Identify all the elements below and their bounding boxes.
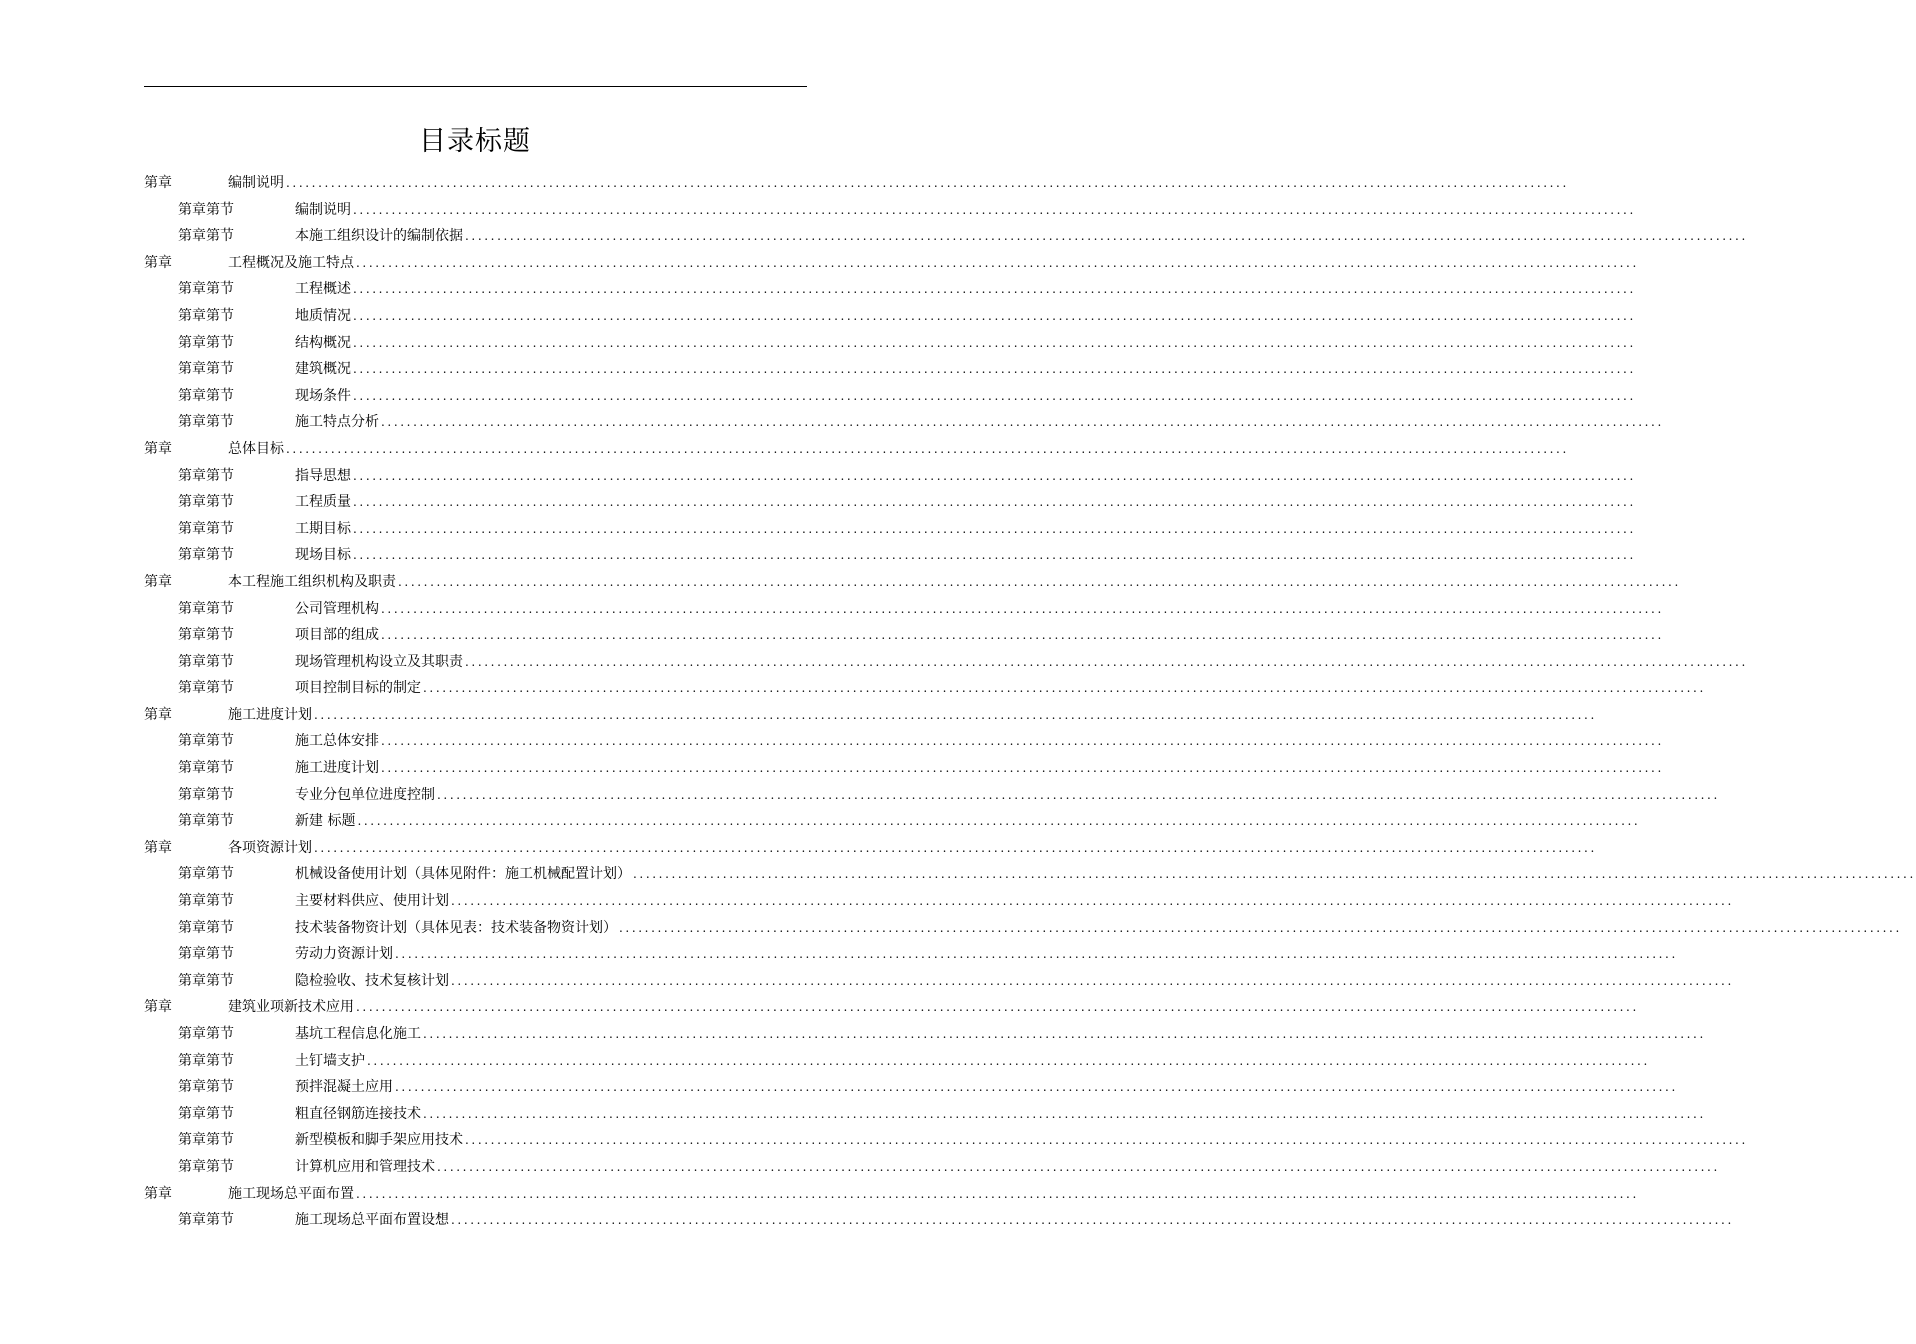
toc-entry-title: 工程质量 xyxy=(295,489,353,516)
toc-entry-number: 第章第节 xyxy=(178,387,234,404)
toc-entry-title: 计算机应用和管理技术 xyxy=(295,1154,437,1181)
toc-section-entry[interactable] xyxy=(144,968,1734,995)
toc-entry-leader xyxy=(295,516,1636,543)
toc-entry-number: 第章第节 xyxy=(178,1079,234,1096)
toc-section-entry[interactable] xyxy=(144,223,1748,250)
toc-entry-leader xyxy=(295,276,1636,303)
toc-entry-number: 第章第节 xyxy=(178,919,234,936)
toc-section-entry[interactable] xyxy=(144,197,1636,224)
toc-dot-leader: ........................................................................................................................................................................................................ xyxy=(437,1159,1720,1174)
toc-entry-number: 第章 xyxy=(144,1185,172,1202)
toc-dot-leader: ........................................................................................................................................................................................................ xyxy=(353,362,1636,377)
toc-entry-title: 新型模板和脚手架应用技术 xyxy=(295,1127,465,1154)
toc-entry-leader xyxy=(295,1154,1720,1181)
toc-entry-leader xyxy=(295,861,1916,888)
toc-chapter-entry[interactable] xyxy=(144,994,1639,1021)
toc-entry-title: 本工程施工组织机构及职责 xyxy=(228,569,398,596)
toc-entry-number: 第章第节 xyxy=(178,893,234,910)
toc-chapter-entry[interactable] xyxy=(144,569,1681,596)
toc-entry-title: 结构概况 xyxy=(295,330,353,357)
toc-dot-leader: ........................................................................................................................................................................................................ xyxy=(353,388,1636,403)
toc-entry-number: 第章第节 xyxy=(178,281,234,298)
toc-entry-number: 第章第节 xyxy=(178,307,234,324)
toc-entry-leader xyxy=(295,1127,1748,1154)
toc-dot-leader: ........................................................................................................................................................................................................ xyxy=(353,521,1636,536)
toc-entry-title: 技术装备物资计划（具体见表：技术装备物资计划） xyxy=(295,915,619,942)
toc-entry-number: 第章第节 xyxy=(178,228,234,245)
toc-entry-number: 第章第节 xyxy=(178,653,234,670)
toc-section-entry[interactable] xyxy=(144,941,1678,968)
table-of-contents xyxy=(144,170,1916,1234)
toc-entry-leader xyxy=(295,888,1734,915)
toc-dot-leader: ........................................................................................................................................................................................................ xyxy=(381,601,1664,616)
toc-entry-number: 第章第节 xyxy=(178,680,234,697)
toc-entry-title: 劳动力资源计划 xyxy=(295,941,395,968)
toc-chapter-entry[interactable] xyxy=(144,702,1597,729)
toc-entry-title: 专业分包单位进度控制 xyxy=(295,782,437,809)
toc-section-entry[interactable] xyxy=(144,1127,1748,1154)
toc-entry-leader xyxy=(228,835,1597,862)
toc-entry-title: 编制说明 xyxy=(228,170,286,197)
toc-entry-title: 总体目标 xyxy=(228,436,286,463)
toc-dot-leader: ........................................................................................................................................................................................................ xyxy=(367,1053,1650,1068)
toc-dot-leader: ........................................................................................................................................................................................................ xyxy=(437,787,1720,802)
toc-dot-leader: ........................................................................................................................................................................................................ xyxy=(451,1213,1734,1228)
header-rule xyxy=(144,86,807,87)
toc-entry-leader xyxy=(295,1021,1706,1048)
toc-entry-number: 第章第节 xyxy=(178,1052,234,1069)
toc-entry-number: 第章第节 xyxy=(178,520,234,537)
toc-dot-leader: ........................................................................................................................................................................................................ xyxy=(381,734,1664,749)
toc-section-entry[interactable] xyxy=(144,356,1636,383)
toc-section-entry[interactable] xyxy=(144,808,1641,835)
toc-dot-leader: ........................................................................................................................................................................................................ xyxy=(381,628,1664,643)
toc-entry-number: 第章第节 xyxy=(178,1105,234,1122)
toc-entry-title: 现场管理机构设立及其职责 xyxy=(295,649,465,676)
toc-dot-leader: ........................................................................................................................................................................................................ xyxy=(395,947,1678,962)
toc-section-entry[interactable] xyxy=(144,622,1664,649)
toc-entry-number: 第章第节 xyxy=(178,972,234,989)
toc-section-entry[interactable] xyxy=(144,303,1636,330)
toc-entry-title: 现场条件 xyxy=(295,383,353,410)
toc-entry-title: 机械设备使用计划（具体见附件：施工机械配置计划） xyxy=(295,861,633,888)
toc-entry-number: 第章第节 xyxy=(178,600,234,617)
toc-entry-title: 基坑工程信息化施工 xyxy=(295,1021,423,1048)
toc-dot-leader: ........................................................................................................................................................................................................ xyxy=(619,920,1902,935)
toc-dot-leader: ........................................................................................................................................................................................................ xyxy=(353,548,1636,563)
toc-section-entry[interactable] xyxy=(144,861,1916,888)
toc-dot-leader: ........................................................................................................................................................................................................ xyxy=(356,255,1639,270)
toc-entry-title: 主要材料供应、使用计划 xyxy=(295,888,451,915)
toc-entry-leader xyxy=(295,755,1664,782)
toc-entry-leader xyxy=(295,808,1641,835)
toc-dot-leader: ........................................................................................................................................................................................................ xyxy=(286,176,1569,190)
toc-entry-leader xyxy=(295,409,1664,436)
toc-section-entry[interactable] xyxy=(144,1074,1678,1101)
toc-entry-leader xyxy=(295,542,1636,569)
toc-entry-title: 预拌混凝土应用 xyxy=(295,1074,395,1101)
toc-entry-title: 编制说明 xyxy=(295,197,353,224)
toc-section-entry[interactable] xyxy=(144,542,1636,569)
toc-entry-title: 本施工组织设计的编制依据 xyxy=(295,223,465,250)
toc-entry-leader xyxy=(228,436,1569,463)
toc-section-entry[interactable] xyxy=(144,383,1636,410)
toc-entry-leader xyxy=(295,728,1664,755)
toc-entry-number: 第章第节 xyxy=(178,547,234,564)
toc-section-entry[interactable] xyxy=(144,782,1720,809)
toc-entry-title: 土钉墙支护 xyxy=(295,1048,367,1075)
toc-entry-leader xyxy=(295,596,1664,623)
toc-entry-number: 第章第节 xyxy=(178,334,234,351)
toc-entry-title: 建筑概况 xyxy=(295,356,353,383)
toc-section-entry[interactable] xyxy=(144,755,1664,782)
toc-entry-title: 公司管理机构 xyxy=(295,596,381,623)
toc-title: 目录标题 xyxy=(419,126,531,157)
toc-entry-number: 第章 xyxy=(144,254,172,271)
toc-entry-number: 第章第节 xyxy=(178,494,234,511)
toc-dot-leader: ........................................................................................................................................................................................................ xyxy=(398,574,1681,589)
toc-entry-title: 地质情况 xyxy=(295,303,353,330)
toc-chapter-entry[interactable] xyxy=(144,1181,1639,1208)
toc-entry-leader xyxy=(295,915,1902,942)
toc-section-entry[interactable] xyxy=(144,489,1636,516)
toc-entry-number: 第章第节 xyxy=(178,1132,234,1149)
toc-entry-title: 施工现场总平面布置 xyxy=(228,1181,356,1208)
toc-section-entry[interactable] xyxy=(144,1207,1734,1234)
toc-dot-leader: ........................................................................................................................................................................................................ xyxy=(451,973,1734,988)
toc-entry-number: 第章第节 xyxy=(178,946,234,963)
toc-dot-leader: ........................................................................................................................................................................................................ xyxy=(381,415,1664,430)
toc-dot-leader: ........................................................................................................................................................................................................ xyxy=(353,282,1636,297)
toc-entry-number: 第章 xyxy=(144,999,172,1016)
toc-entry-leader xyxy=(295,356,1636,383)
toc-entry-title: 各项资源计划 xyxy=(228,835,314,862)
toc-section-entry[interactable] xyxy=(144,276,1636,303)
toc-chapter-entry[interactable] xyxy=(144,170,1569,197)
toc-entry-number: 第章 xyxy=(144,706,172,723)
toc-entry-leader xyxy=(228,170,1569,197)
toc-dot-leader: ........................................................................................................................................................................................................ xyxy=(357,814,1641,829)
toc-dot-leader: ........................................................................................................................................................................................................ xyxy=(356,1186,1639,1201)
toc-section-entry[interactable] xyxy=(144,1154,1720,1181)
toc-entry-title: 施工总体安排 xyxy=(295,728,381,755)
toc-entry-number: 第章第节 xyxy=(178,866,234,883)
toc-section-entry[interactable] xyxy=(144,1048,1650,1075)
toc-entry-number: 第章第节 xyxy=(178,813,234,830)
toc-entry-leader xyxy=(228,569,1681,596)
toc-entry-leader xyxy=(295,782,1720,809)
toc-entry-leader xyxy=(295,463,1636,490)
toc-entry-title: 新建 标题 xyxy=(295,808,357,835)
toc-entry-title: 施工进度计划 xyxy=(228,702,314,729)
toc-entry-leader xyxy=(228,250,1639,277)
toc-section-entry[interactable] xyxy=(144,728,1664,755)
toc-dot-leader: ........................................................................................................................................................................................................ xyxy=(356,1000,1639,1015)
toc-entry-leader xyxy=(295,489,1636,516)
toc-section-entry[interactable] xyxy=(144,1021,1706,1048)
toc-dot-leader: ........................................................................................................................................................................................................ xyxy=(314,840,1597,855)
toc-entry-leader xyxy=(295,1074,1678,1101)
toc-entry-title: 项目部的组成 xyxy=(295,622,381,649)
toc-entry-leader xyxy=(295,197,1636,224)
toc-entry-title: 施工现场总平面布置设想 xyxy=(295,1207,451,1234)
toc-dot-leader: ........................................................................................................................................................................................................ xyxy=(451,894,1734,909)
toc-entry-number: 第章第节 xyxy=(178,733,234,750)
toc-dot-leader: ........................................................................................................................................................................................................ xyxy=(395,1080,1678,1095)
toc-entry-leader xyxy=(295,303,1636,330)
toc-dot-leader: ........................................................................................................................................................................................................ xyxy=(353,495,1636,510)
toc-entry-leader xyxy=(295,968,1734,995)
toc-entry-title: 工程概况及施工特点 xyxy=(228,250,356,277)
toc-entry-title: 现场目标 xyxy=(295,542,353,569)
toc-dot-leader: ........................................................................................................................................................................................................ xyxy=(423,681,1706,696)
toc-entry-number: 第章第节 xyxy=(178,414,234,431)
toc-section-entry[interactable] xyxy=(144,888,1734,915)
toc-entry-number: 第章第节 xyxy=(178,760,234,777)
toc-section-entry[interactable] xyxy=(144,463,1636,490)
toc-entry-leader xyxy=(228,1181,1639,1208)
toc-entry-number: 第章 xyxy=(144,175,172,191)
toc-entry-number: 第章第节 xyxy=(178,1026,234,1042)
toc-section-entry[interactable] xyxy=(144,409,1664,436)
toc-section-entry[interactable] xyxy=(144,1101,1706,1128)
toc-entry-title: 指导思想 xyxy=(295,463,353,490)
toc-entry-title: 施工特点分析 xyxy=(295,409,381,436)
toc-dot-leader: ........................................................................................................................................................................................................ xyxy=(465,1133,1748,1148)
toc-entry-number: 第章第节 xyxy=(178,1212,234,1229)
toc-entry-title: 工程概述 xyxy=(295,276,353,303)
toc-dot-leader: ........................................................................................................................................................................................................ xyxy=(353,468,1636,483)
toc-entry-number: 第章第节 xyxy=(178,627,234,644)
toc-entry-leader xyxy=(295,649,1748,676)
toc-entry-leader xyxy=(295,223,1748,250)
toc-dot-leader: ........................................................................................................................................................................................................ xyxy=(353,335,1636,350)
toc-chapter-entry[interactable] xyxy=(144,835,1597,862)
toc-entry-number: 第章第节 xyxy=(178,786,234,803)
toc-entry-leader xyxy=(295,941,1678,968)
toc-entry-title: 项目控制目标的制定 xyxy=(295,675,423,702)
toc-entry-title: 施工进度计划 xyxy=(295,755,381,782)
toc-dot-leader: ........................................................................................................................................................................................................ xyxy=(423,1027,1706,1041)
toc-dot-leader: ........................................................................................................................................................................................................ xyxy=(633,867,1916,882)
toc-entry-leader xyxy=(295,1101,1706,1128)
toc-section-entry[interactable] xyxy=(144,330,1636,357)
toc-entry-title: 隐检验收、技术复核计划 xyxy=(295,968,451,995)
toc-entry-title: 建筑业项新技术应用 xyxy=(228,994,356,1021)
toc-entry-number: 第章第节 xyxy=(178,1158,234,1175)
toc-dot-leader: ........................................................................................................................................................................................................ xyxy=(353,202,1636,217)
toc-entry-number: 第章 xyxy=(144,573,172,590)
toc-entry-title: 工期目标 xyxy=(295,516,353,543)
toc-entry-leader xyxy=(295,1048,1650,1075)
toc-entry-leader xyxy=(228,994,1639,1021)
toc-section-entry[interactable] xyxy=(144,675,1706,702)
toc-chapter-entry[interactable] xyxy=(144,250,1639,277)
toc-entry-leader xyxy=(295,1207,1734,1234)
toc-dot-leader: ........................................................................................................................................................................................................ xyxy=(286,441,1569,456)
toc-dot-leader: ........................................................................................................................................................................................................ xyxy=(423,1106,1706,1121)
toc-dot-leader: ........................................................................................................................................................................................................ xyxy=(465,654,1748,669)
toc-entry-number: 第章 xyxy=(144,839,172,856)
toc-section-entry[interactable] xyxy=(144,516,1636,543)
toc-entry-leader xyxy=(295,675,1706,702)
toc-dot-leader: ........................................................................................................................................................................................................ xyxy=(465,229,1748,244)
toc-section-entry[interactable] xyxy=(144,596,1664,623)
toc-entry-number: 第章 xyxy=(144,440,172,457)
toc-chapter-entry[interactable] xyxy=(144,436,1569,463)
toc-section-entry[interactable] xyxy=(144,649,1748,676)
toc-dot-leader: ........................................................................................................................................................................................................ xyxy=(353,308,1636,323)
toc-dot-leader: ........................................................................................................................................................................................................ xyxy=(381,761,1664,776)
toc-entry-leader xyxy=(295,622,1664,649)
toc-dot-leader: ........................................................................................................................................................................................................ xyxy=(314,707,1597,722)
toc-entry-leader xyxy=(295,383,1636,410)
toc-entry-number: 第章第节 xyxy=(178,201,234,218)
toc-section-entry[interactable] xyxy=(144,915,1902,942)
toc-entry-title: 粗直径钢筋连接技术 xyxy=(295,1101,423,1128)
toc-entry-number: 第章第节 xyxy=(178,467,234,484)
toc-entry-number: 第章第节 xyxy=(178,361,234,378)
toc-entry-leader xyxy=(228,702,1597,729)
toc-entry-leader xyxy=(295,330,1636,357)
